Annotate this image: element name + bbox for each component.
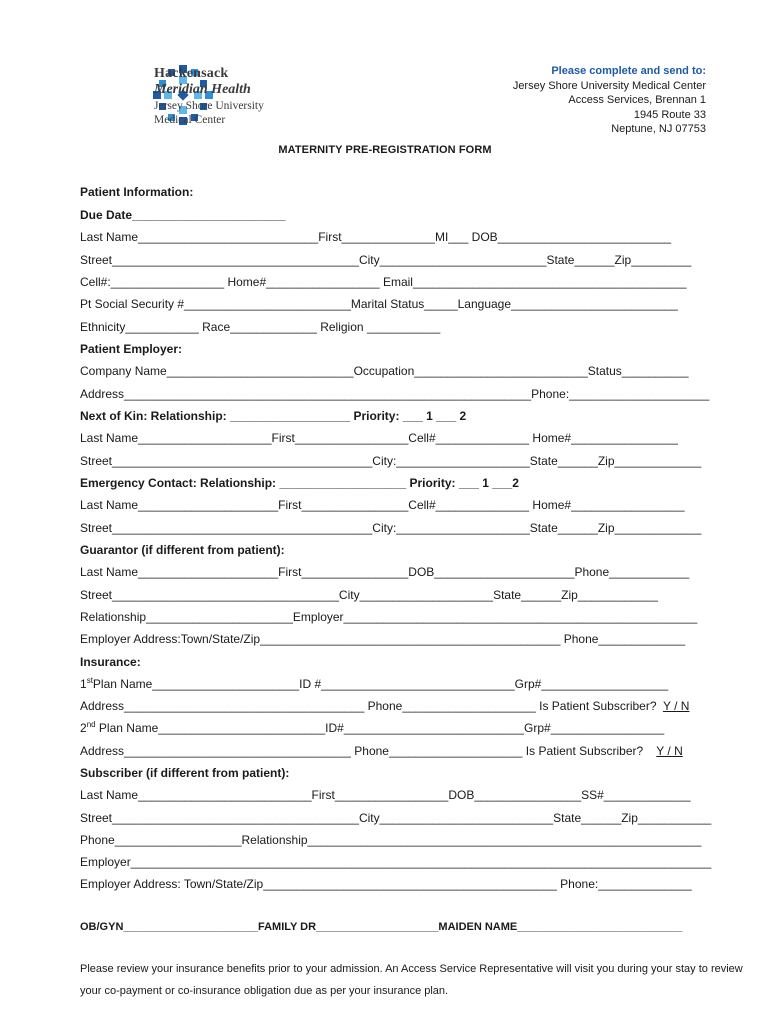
plan2-ordinal-suffix: nd <box>86 720 96 729</box>
patient-ssn-row[interactable]: Pt Social Security #_________________________Marital Status_____Language_________________________ <box>80 297 678 311</box>
patient-phone-email-row[interactable]: Cell#:_________________ Home#_________________ Email_________________________________________ <box>80 275 687 289</box>
plan2-address-row[interactable] <box>80 744 683 758</box>
send-to-heading: Please complete and send to: <box>551 65 706 77</box>
form-title: MATERNITY PRE-REGISTRATION FORM <box>278 144 492 156</box>
patient-name-row[interactable]: Last Name___________________________First______________MI___ DOB__________________________ <box>80 230 672 244</box>
logo-line-4: Medical Center <box>154 114 226 126</box>
plan1-address-row[interactable] <box>80 699 689 713</box>
plan2-row[interactable] <box>80 721 664 735</box>
employer-company-row[interactable]: Company Name____________________________Occupation__________________________Status__________ <box>80 364 689 378</box>
plan1-ordinal-suffix: st <box>86 676 93 685</box>
subscriber-phone-row[interactable]: Phone___________________Relationship___________________________________________________________ <box>80 833 702 847</box>
plan2-fields: Plan Name_________________________ID#___________________________Grp#_________________ <box>95 721 665 735</box>
send-to-address <box>513 64 706 137</box>
send-to-line: Neptune, NJ 07753 <box>611 123 706 135</box>
plan2-ordinal: 2 <box>80 721 87 735</box>
plan2-subscriber-yn[interactable]: Y / N <box>656 744 683 758</box>
kin-street-row[interactable]: Street_______________________________________City:____________________State______Zip_____________ <box>80 454 702 468</box>
send-to-line: Access Services, Brennan 1 <box>568 94 706 106</box>
plan1-address-text: Address____________________________________ Phone____________________ Is Patient Subscriber? <box>80 699 657 713</box>
subscriber-name-row[interactable]: Last Name__________________________First_________________DOB________________SS#_____________ <box>80 788 691 802</box>
send-to-line: 1945 Route 33 <box>633 108 706 121</box>
kin-name-row[interactable]: Last Name____________________First_________________Cell#______________ Home#________________ <box>80 431 678 445</box>
emergency-street-row[interactable]: Street_______________________________________City:____________________State______Zip_____________ <box>80 521 702 535</box>
plan1-subscriber-yn[interactable]: Y / N <box>662 699 690 713</box>
guarantor-street-row[interactable]: Street__________________________________City____________________State______Zip____________ <box>80 588 658 602</box>
logo-wordmark <box>154 66 264 127</box>
plan1-ordinal: 1 <box>80 677 87 691</box>
logo-line-1: Hackensack <box>154 66 229 81</box>
plan1-row[interactable] <box>80 677 668 691</box>
emergency-name-row[interactable]: Last Name_____________________First________________Cell#______________ Home#_________________ <box>80 498 685 512</box>
logo-line-3: Jersey Shore University <box>154 100 264 112</box>
guarantor-relationship-row[interactable]: Relationship______________________Employer_____________________________________________________ <box>80 610 698 624</box>
guarantor-employer-address-row[interactable]: Employer Address:Town/State/Zip_____________________________________________ Phone_____________ <box>80 632 686 646</box>
section-emergency-contact[interactable]: Emergency Contact: Relationship: ___________________ Priority: ___ 1 ___2 <box>80 476 519 490</box>
section-next-of-kin[interactable]: Next of Kin: Relationship: __________________ Priority: ___ 1 ___ 2 <box>80 409 467 423</box>
plan1-fields: Plan Name______________________ID #_____________________________Grp#___________________ <box>92 677 669 691</box>
insurance-note: Please review your insurance benefits prior to your admission. An Access Service Representative will visit you during your stay to review your co-payment or co-insurance obligation due as per your insurance plan. <box>80 963 743 997</box>
section-patient-information: Patient Information: <box>80 185 194 199</box>
send-to-line: Jersey Shore University Medical Center <box>512 79 706 92</box>
section-subscriber: Subscriber (if different from patient): <box>80 766 290 780</box>
patient-street-row[interactable]: Street_____________________________________City_________________________State______Zip_________ <box>80 253 692 267</box>
due-date-field[interactable]: Due Date_______________________ <box>80 208 286 222</box>
subscriber-street-row[interactable]: Street_____________________________________City__________________________State______Zip___________ <box>80 811 712 825</box>
subscriber-employer-address-row[interactable]: Employer Address: Town/State/Zip____________________________________________ Phone:______________ <box>80 877 692 891</box>
employer-address-row[interactable]: Address_____________________________________________________________Phone:_____________________ <box>80 387 710 401</box>
section-insurance: Insurance: <box>80 655 141 669</box>
subscriber-employer-row[interactable]: Employer_______________________________________________________________________________________ <box>80 855 712 869</box>
plan2-address-text: Address__________________________________ Phone____________________ Is Patient Subscriber? <box>80 744 644 758</box>
section-guarantor: Guarantor (if different from patient): <box>80 543 285 557</box>
logo-line-2: Meridian Health <box>154 82 251 97</box>
patient-ethnicity-row[interactable]: Ethnicity___________ Race_____________ Religion ___________ <box>80 320 441 334</box>
section-patient-employer: Patient Employer: <box>80 342 183 356</box>
physician-maiden-row[interactable]: OB/GYN______________________FAMILY DR____________________MAIDEN NAME___________________________ <box>80 921 683 933</box>
guarantor-name-row[interactable]: Last Name_____________________First________________DOB_____________________Phone____________ <box>80 565 690 579</box>
